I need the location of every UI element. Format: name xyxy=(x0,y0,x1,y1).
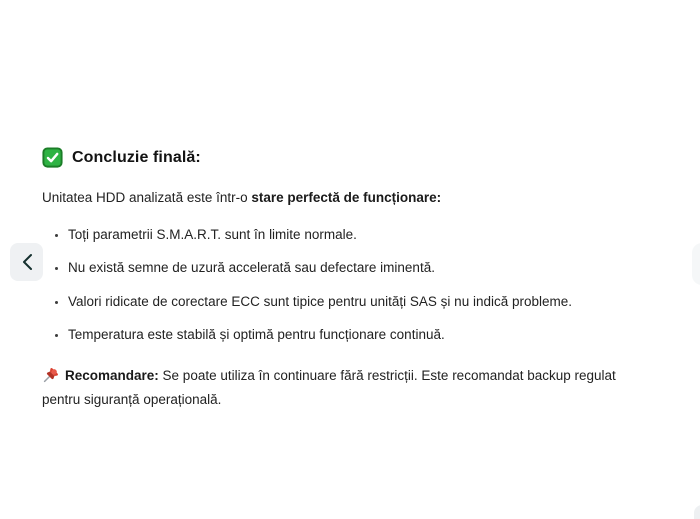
intro-bold-text: stare perfectă de funcționare: xyxy=(251,190,442,206)
recommendation-label: Recomandare: xyxy=(65,368,159,383)
green-check-mark-icon xyxy=(42,147,63,168)
conclusion-section xyxy=(42,146,656,412)
next-page-button-partial[interactable] xyxy=(692,243,700,285)
pushpin-icon xyxy=(42,366,60,384)
list-item: • Valori ridicate de corectare ECC sunt tipice pentru unități SAS și nu indică probleme. xyxy=(68,292,656,312)
list-item: • Temperatura este stabilă și optimă pentru funcționare continuă. xyxy=(68,325,656,345)
previous-page-button[interactable] xyxy=(10,243,43,281)
chevron-left-icon xyxy=(19,252,35,272)
recommendation-text: Se poate utiliza în continuare fără restricții. Este recomandat backup regulat pentru siguranță operațională. xyxy=(42,368,616,407)
section-heading xyxy=(42,146,656,169)
heading-text: Concluzie finală: xyxy=(72,149,201,166)
bottom-right-partial-element xyxy=(694,505,700,519)
list-item: • Nu există semne de uzură accelerată sau defectare iminentă. xyxy=(68,258,656,278)
list-item: • Toți parametrii S.M.A.R.T. sunt în limite normale. xyxy=(68,225,656,245)
intro-text: Unitatea HDD analizată este într-o xyxy=(42,190,252,206)
recommendation-paragraph xyxy=(42,364,656,412)
bullet-list xyxy=(42,225,656,345)
intro-paragraph xyxy=(42,188,656,208)
